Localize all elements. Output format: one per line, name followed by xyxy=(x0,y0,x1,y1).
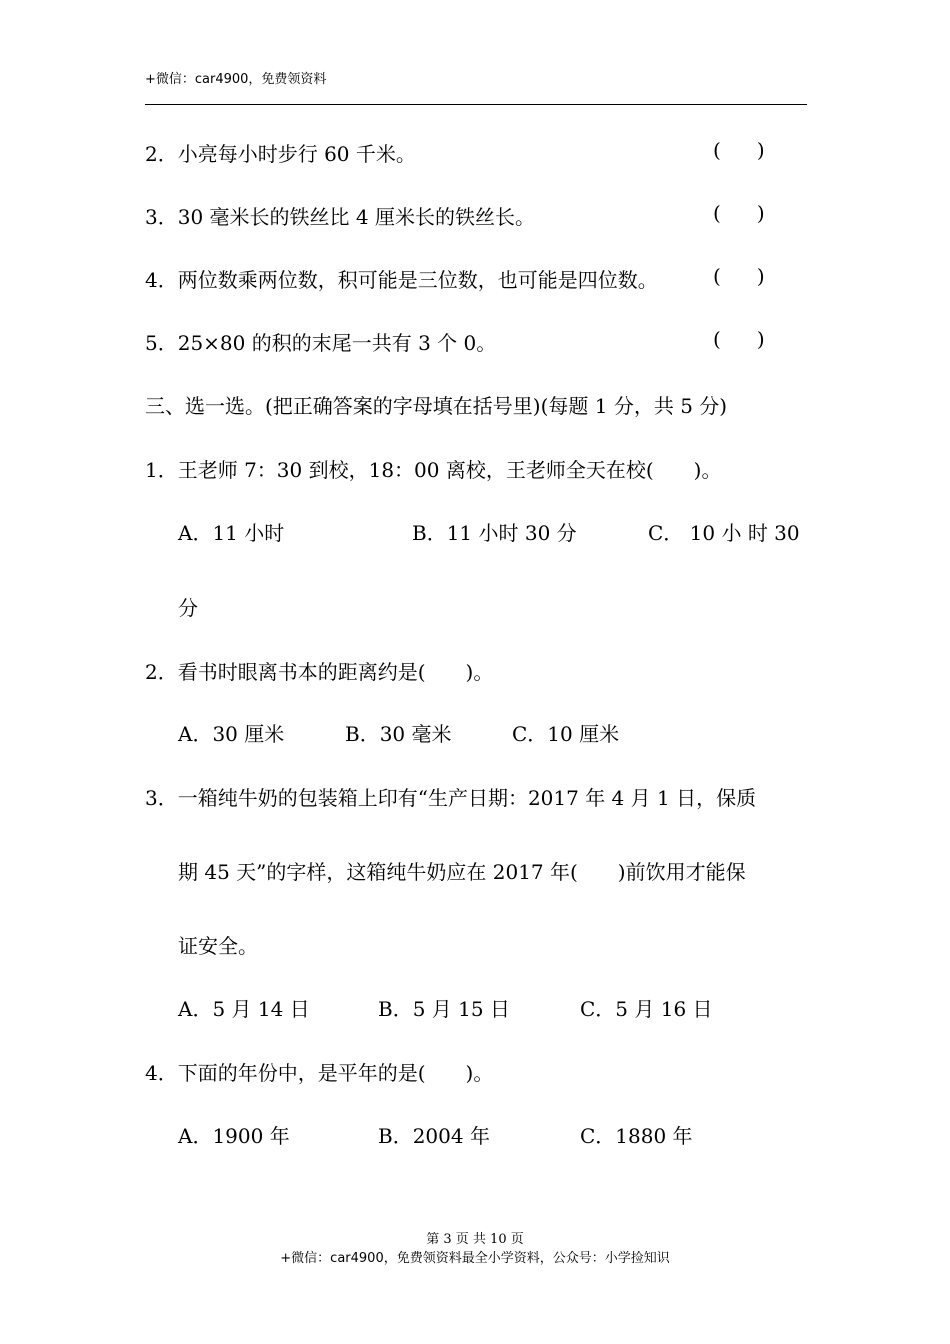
q2-option-b[interactable]: B．30 毫米 xyxy=(345,722,452,746)
question-1: 1．王老师 7：30 到校，18：00 离校，王老师全天在校( )。 xyxy=(145,458,722,482)
q3-option-a[interactable]: A．5 月 14 日 xyxy=(178,997,310,1021)
q1-option-a[interactable]: A．11 小时 xyxy=(178,521,285,545)
q4-option-a[interactable]: A．1900 年 xyxy=(178,1124,290,1148)
header-text: +微信：car4900，免费领资料 xyxy=(145,72,327,87)
answer-blank[interactable]: ( ) xyxy=(713,201,765,225)
section-title: 三、选一选。(把正确答案的字母填在括号里)(每题 1 分，共 5 分) xyxy=(145,394,728,418)
question-3-line-1: 3．一箱纯牛奶的包装箱上印有“生产日期：2017 年 4 月 1 日，保质 xyxy=(145,786,757,810)
header-rule xyxy=(145,104,807,105)
judge-item-2: 2．小亮每小时步行 60 千米。 xyxy=(145,142,416,166)
answer-blank[interactable]: ( ) xyxy=(713,138,765,162)
footer-promo: +微信：car4900，免费领资料最全小学资料，公众号：小学捡知识 xyxy=(280,1251,670,1266)
judge-item-3: 3．30 毫米长的铁丝比 4 厘米长的铁丝长。 xyxy=(145,205,535,229)
q2-option-a[interactable]: A．30 厘米 xyxy=(178,722,285,746)
answer-blank[interactable]: ( ) xyxy=(713,327,765,351)
question-2: 2．看书时眼离书本的距离约是( )。 xyxy=(145,660,494,684)
page-number: 第 3 页 共 10 页 xyxy=(426,1232,524,1247)
q4-option-b[interactable]: B．2004 年 xyxy=(378,1124,490,1148)
question-3-line-3: 证安全。 xyxy=(178,934,258,958)
judge-item-4: 4．两位数乘两位数，积可能是三位数，也可能是四位数。 xyxy=(145,268,658,292)
q1-option-b[interactable]: B．11 小时 30 分 xyxy=(412,521,577,545)
question-3-line-2: 期 45 天”的字样，这箱纯牛奶应在 2017 年( )前饮用才能保 xyxy=(178,860,746,884)
q4-option-c[interactable]: C．1880 年 xyxy=(580,1124,693,1148)
q1-option-c-continued: 分 xyxy=(178,596,198,620)
q3-option-c[interactable]: C．5 月 16 日 xyxy=(580,997,713,1021)
q3-option-b[interactable]: B．5 月 15 日 xyxy=(378,997,510,1021)
question-4: 4．下面的年份中，是平年的是( )。 xyxy=(145,1061,494,1085)
q2-option-c[interactable]: C．10 厘米 xyxy=(512,722,620,746)
judge-item-5: 5．25×80 的积的末尾一共有 3 个 0。 xyxy=(145,331,497,355)
answer-blank[interactable]: ( ) xyxy=(713,264,765,288)
q1-option-c[interactable]: C． 10 小 时 30 xyxy=(648,521,800,545)
